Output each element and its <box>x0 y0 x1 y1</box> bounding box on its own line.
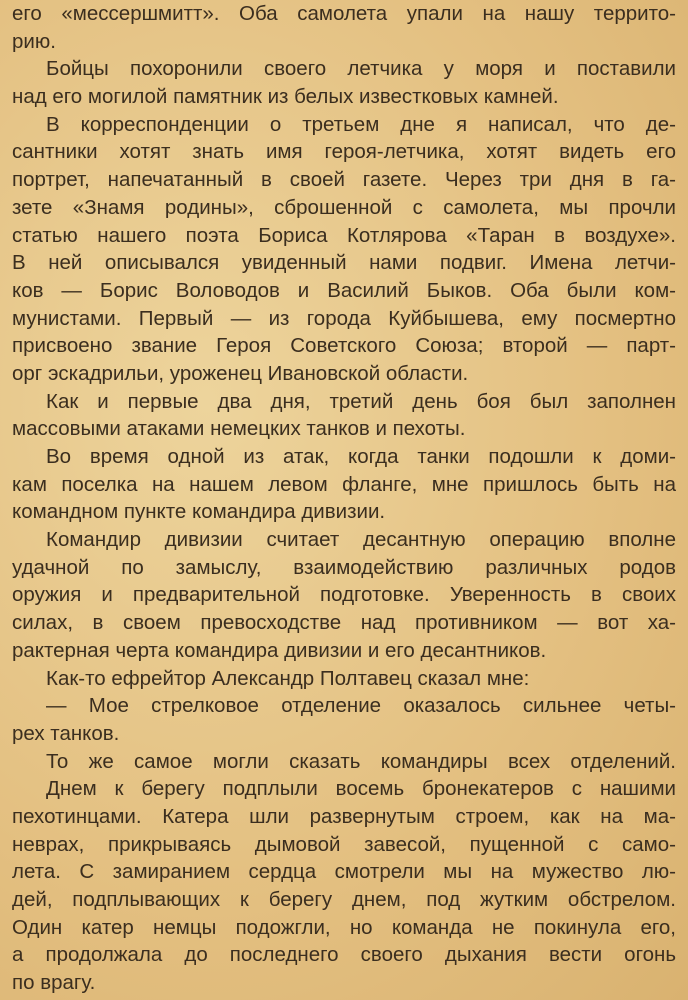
text-line: командном пункте командира дивизии. <box>12 500 386 524</box>
text-line: статью нашего поэта Бориса Котлярова «Таран в воздухе». <box>12 223 676 247</box>
text-line: сантники хотят знать имя героя-летчика, хотят видеть его <box>12 140 676 164</box>
text-line: портрет, напечатанный в своей газете. Через три дня в га- <box>12 168 676 192</box>
text-line: рактерная черта командира дивизии и его десантников. <box>12 638 547 662</box>
text-line: Как-то ефрейтор Александр Полтавец сказал мне: <box>46 666 530 690</box>
text-line: В корреспонденции о третьем дне я написал, что де- <box>46 112 676 136</box>
text-line: Как и первые два дня, третий день боя был заполнен <box>46 389 676 413</box>
text-line: То же самое могли сказать командиры всех отделений. <box>46 749 676 773</box>
text-line: Бойцы похоронили своего летчика у моря и поставили <box>46 57 676 81</box>
text-line: Командир дивизии считает десантную операцию вполне <box>46 528 676 552</box>
text-line: а продолжала до последнего своего дыхания вести огонь <box>12 943 676 967</box>
text-line: Один катер немцы подожгли, но команда не покинула его, <box>12 915 676 939</box>
text-line: зете «Знамя родины», сброшенной с самолета, мы прочли <box>12 195 676 219</box>
text-line: массовыми атаками немецких танков и пехоты. <box>12 417 466 441</box>
text-line: Днем к берегу подплыли восемь бронекатеров с нашими <box>46 777 676 801</box>
text-line: присвоено звание Героя Советского Союза; второй — парт- <box>12 334 676 358</box>
text-line: рию. <box>12 29 56 53</box>
text-line: пехотинцами. Катера шли развернутым строем, как на ма- <box>12 804 676 828</box>
text-line: орг эскадрильи, уроженец Ивановской области. <box>12 361 469 385</box>
text-line: силах, в своем превосходстве над противником — вот ха- <box>12 611 676 635</box>
text-line: рех танков. <box>12 721 120 745</box>
text-line: его «мессершмитт». Оба самолета упали на нашу террито- <box>12 2 676 25</box>
text-line: Во время одной из атак, когда танки подошли к доми- <box>46 445 676 468</box>
text-line: по врагу. <box>12 971 96 995</box>
text-line: удачной по замыслу, взаимодействию различных родов <box>12 555 676 579</box>
text-line: ков — Борис Воловодов и Василий Быков. Оба были ком- <box>12 278 676 302</box>
text-line: неврах, прикрываясь дымовой завесой, пущенной с само- <box>12 832 676 856</box>
text-line: В ней описывался увиденный нами подвиг. Имена летчи- <box>12 251 676 275</box>
book-page-text <box>12 0 676 997</box>
text-line: — Мое стрелковое отделение оказалось сильнее четы- <box>46 694 676 718</box>
text-line: оружия и предварительной подготовке. Уверенность в своих <box>12 583 676 607</box>
text-line: кам поселка на нашем левом фланге, мне пришлось быть на <box>12 472 676 496</box>
text-line: мунистами. Первый — из города Куйбышева, ему посмертно <box>12 306 676 330</box>
text-line: дей, подплывающих к берегу днем, под жутким обстрелом. <box>12 888 676 911</box>
text-line: лета. С замиранием сердца смотрели мы на мужество лю- <box>12 860 676 884</box>
text-line: над его могилой памятник из белых известковых камней. <box>12 85 559 109</box>
